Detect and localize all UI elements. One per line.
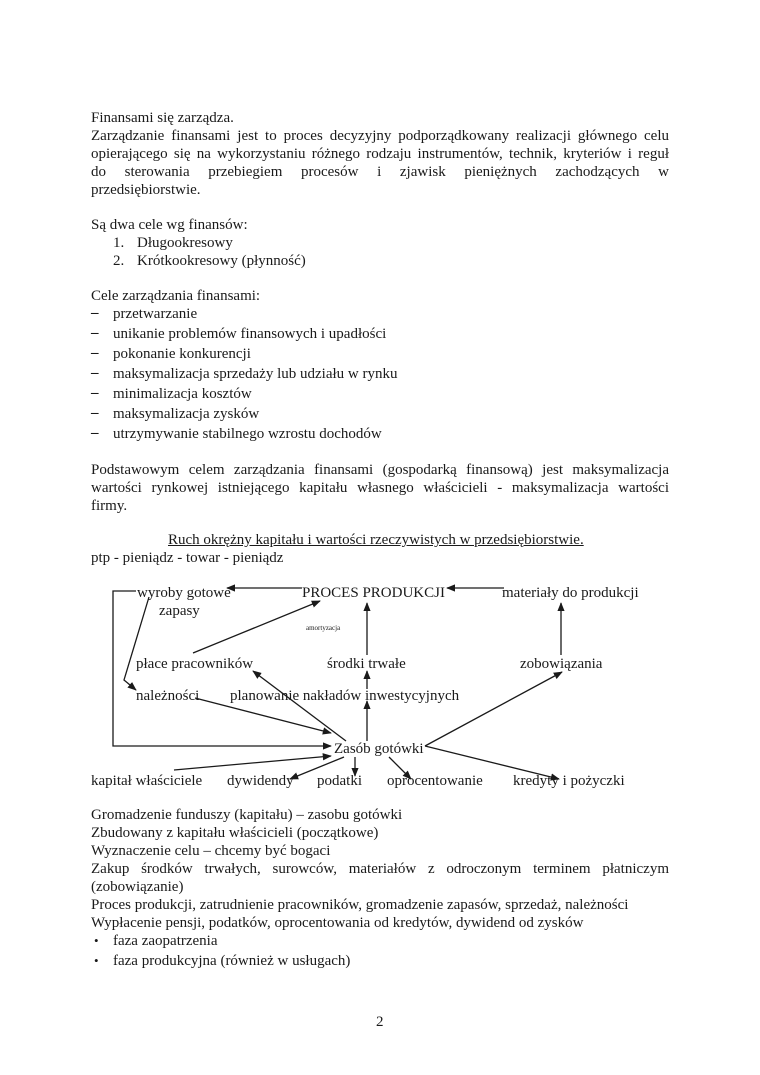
- main-goal-line: Podstawowym celem zarządzania finansami (gospodarką finansową) jest maksymalizacja: [91, 462, 669, 478]
- arrow-place-to-proces: [193, 601, 320, 653]
- dash-bullet: –: [91, 345, 99, 361]
- goal-item: Krótkookresowy (płynność): [137, 253, 306, 269]
- node-wyroby-gotowe: wyroby gotowe: [137, 585, 231, 601]
- arrow-wyroby-to-naleznosci: [124, 597, 149, 690]
- node-dywidendy: dywidendy: [227, 773, 294, 789]
- summary-line: Gromadzenie funduszy (kapitału) – zasobu gotówki: [91, 807, 403, 823]
- intro-line: do sterowania przebiegiem procesów i zjawisk pieniężnych zachodzących w: [91, 164, 669, 180]
- node-kapital: kapitał właściciele: [91, 773, 203, 789]
- two-goals-heading: Są dwa cele wg finansów:: [91, 217, 248, 233]
- bullet-dot: •: [94, 953, 99, 968]
- intro-heading: Finansami się zarządza.: [91, 110, 234, 126]
- node-srodki-trwale: środki trwałe: [327, 656, 406, 672]
- dash-bullet: –: [91, 305, 99, 321]
- intro-line: Zarządzanie finansami jest to proces decyzyjny podporządkowany realizacji głównego celu: [91, 128, 669, 144]
- node-zobowiazania: zobowiązania: [520, 656, 603, 672]
- dash-bullet: –: [91, 385, 99, 401]
- diagram-subtitle: ptp - pieniądz - towar - pieniądz: [91, 550, 284, 566]
- summary-line: Wypłacenie pensji, podatków, oprocentowania od kredytów, dywidend od zysków: [91, 915, 584, 931]
- summary-line: (zobowiązanie): [91, 879, 184, 895]
- node-materialy: materiały do produkcji: [502, 585, 639, 601]
- mgmt-goal-item: unikanie problemów finansowych i upadłości: [113, 326, 387, 342]
- bullet-item: faza produkcyjna (również w usługach): [113, 953, 351, 969]
- mgmt-goal-item: utrzymywanie stabilnego wzrostu dochodów: [113, 426, 382, 442]
- dash-bullet: –: [91, 405, 99, 421]
- dash-bullet: –: [91, 325, 99, 341]
- main-goal-paragraph: [91, 461, 669, 515]
- bullet-item: faza zaopatrzenia: [113, 933, 218, 949]
- goal-item: Długookresowy: [137, 235, 233, 251]
- mgmt-goals-heading: Cele zarządzania finansami:: [91, 288, 261, 304]
- node-zapasy: zapasy: [159, 603, 200, 619]
- main-goal-line: wartości rynkowej istniejącego kapitału własnego właścicieli - maksymalizacja wartości: [91, 480, 669, 496]
- mgmt-goal-item: minimalizacja kosztów: [113, 386, 252, 402]
- node-zasob-gotowki: Zasób gotówki: [334, 741, 424, 757]
- dash-bullet: –: [91, 425, 99, 441]
- arrow-zasob-to-place: [253, 671, 346, 741]
- diagram-title: Ruch okrężny kapitału i wartości rzeczywistych w przedsiębiorstwie.: [168, 532, 584, 548]
- node-podatki: podatki: [317, 773, 362, 789]
- arrow-zasob-to-zobowiazania: [425, 672, 562, 746]
- mgmt-goal-item: przetwarzanie: [113, 306, 198, 322]
- list-number: 2.: [113, 253, 125, 269]
- main-goal-line: firmy.: [91, 498, 128, 514]
- node-planowanie: planowanie nakładów inwestycyjnych: [230, 688, 460, 704]
- arrow-kapital-to-zasob: [174, 756, 331, 770]
- dash-bullet: –: [91, 365, 99, 381]
- node-proces-produkcji: PROCES PRODUKCJI: [302, 585, 445, 601]
- node-kredyty: kredyty i pożyczki: [513, 773, 625, 789]
- summary-line: Wyznaczenie celu – chcemy być bogaci: [91, 843, 331, 859]
- bullet-dot: •: [94, 933, 99, 948]
- mgmt-goal-item: pokonanie konkurencji: [113, 346, 251, 362]
- intro-line: przedsiębiorstwie.: [91, 182, 201, 198]
- node-place-pracownikow: płace pracowników: [136, 656, 254, 672]
- list-number: 1.: [113, 235, 125, 251]
- summary-line: Proces produkcji, zatrudnienie pracowników, gromadzenie zapasów, sprzedaż, należności: [91, 897, 629, 913]
- summary-line: Zakup środków trwałych, surowców, materiałów z odroczonym terminem płatniczym: [91, 861, 669, 877]
- intro-line: opierającego się na wykorzystaniu różnego rodzaju instrumentów, technik, kryteriów i reguł: [91, 146, 669, 162]
- mgmt-goal-item: maksymalizacja sprzedaży lub udziału w rynku: [113, 366, 398, 382]
- node-oprocentowanie: oprocentowanie: [387, 773, 483, 789]
- summary-zakup-paragraph: [91, 860, 669, 896]
- label-amortyzacja: amortyzacja: [306, 624, 341, 632]
- mgmt-goal-item: maksymalizacja zysków: [113, 406, 260, 422]
- page-number: 2: [376, 1014, 384, 1030]
- node-naleznosci: należności: [136, 688, 200, 704]
- intro-paragraph: [91, 127, 669, 199]
- summary-line: Zbudowany z kapitału właścicieli (początkowe): [91, 825, 379, 841]
